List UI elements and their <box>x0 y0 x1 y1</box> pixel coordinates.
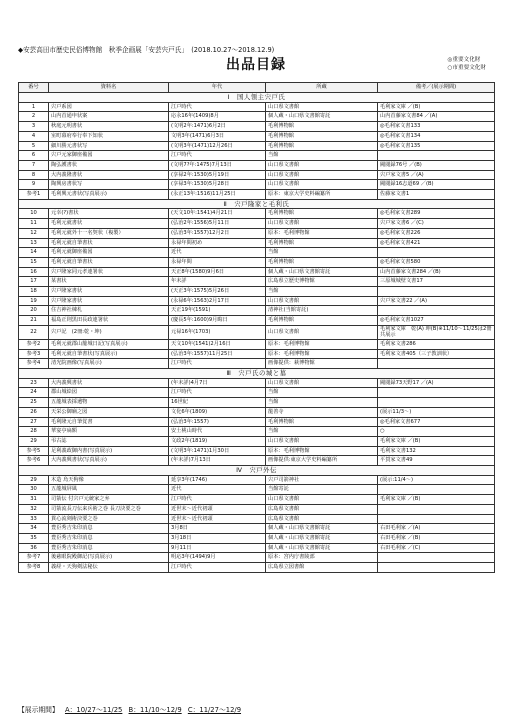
cell-date: 近世末～近代初頭 <box>169 504 266 514</box>
cell-date: 年未詳 <box>169 277 266 287</box>
cell-number: 参考2 <box>19 339 49 349</box>
cell-number: 1 <box>19 102 49 112</box>
cell-notes: 毛利家文庫 ／(B) <box>378 436 495 446</box>
cell-date: 16世紀 <box>169 398 266 408</box>
table-row <box>19 122 495 132</box>
cell-owner: 当館 <box>266 248 378 258</box>
cell-number: 16 <box>19 267 49 277</box>
period-c: C：11/27～12/9 <box>187 706 242 714</box>
cell-number: 32 <box>19 504 49 514</box>
cell-date: 江戸時代 <box>169 151 266 161</box>
cell-date: 江戸時代 <box>169 388 266 398</box>
cell-owner: 広島県文書館 <box>266 504 378 514</box>
legend <box>448 56 486 72</box>
cell-owner: 毛利博物館 <box>266 122 378 132</box>
cell-notes: ◎毛利家文書580 <box>378 257 495 267</box>
cell-name: 宍戸隆家書状 <box>49 296 169 306</box>
cell-notes: 三原城城壁文書17 <box>378 277 495 287</box>
cell-date: (永正13年:1516)11月25日 <box>169 190 266 200</box>
cell-date: 江戸時代 <box>169 563 266 573</box>
table-row <box>19 456 495 466</box>
cell-date: (文明2年:1471)6月2日 <box>169 122 266 132</box>
table-row <box>19 388 495 398</box>
table-row <box>19 170 495 180</box>
cell-date: 近世末～近代初頭 <box>169 514 266 524</box>
cell-notes <box>378 287 495 297</box>
cell-notes <box>378 398 495 408</box>
cell-date: 近代 <box>169 485 266 495</box>
cell-number: 36 <box>19 543 49 553</box>
cell-name: 大内義興書状 <box>49 378 169 388</box>
cell-name: 豊臣秀吉朱印消息 <box>49 533 169 543</box>
table-row <box>19 563 495 573</box>
cell-owner: 画像提供:東京大学史料編纂所 <box>266 456 378 466</box>
col-number: 番号 <box>19 83 49 93</box>
table-row <box>19 306 495 316</box>
cell-owner: 当館 <box>266 151 378 161</box>
cell-number: 23 <box>19 378 49 388</box>
cell-number: 3 <box>19 122 49 132</box>
table-row <box>19 475 495 485</box>
legend-important: ◎重要文化財 <box>447 57 481 63</box>
cell-date: (文明3年(1471)12月26日 <box>169 141 266 151</box>
cell-notes <box>378 151 495 161</box>
cell-name: 大内義隆書状 <box>49 170 169 180</box>
table-row <box>19 514 495 524</box>
cell-notes: ◎毛利家文書677 <box>378 417 495 427</box>
cell-owner: 山口県文書館 <box>266 436 378 446</box>
cell-owner: 広島県立図書館 <box>266 563 378 573</box>
cell-owner: 原本：宮内庁書陵部 <box>266 553 378 563</box>
cell-notes: 佐藤家文書1 <box>378 190 495 200</box>
cell-owner: 個人蔵・山口県文書館寄託 <box>266 524 378 534</box>
cell-notes: 閥閲録16志道69 ／(B) <box>378 180 495 190</box>
cell-date: (永禄6年:1563)2月17日 <box>169 296 266 306</box>
cell-name: 毛利元就自筆書状 <box>49 257 169 267</box>
cell-date: 延享3年(1746) <box>169 475 266 485</box>
table-row <box>19 277 495 287</box>
cell-number: 21 <box>19 316 49 326</box>
table-row <box>19 524 495 534</box>
cell-number: 4 <box>19 131 49 141</box>
cell-name: 宍戸隆家同元孝連署状 <box>49 267 169 277</box>
section-heading: Ⅱ 宍戸隆家と毛利氏 <box>19 199 495 209</box>
table-row <box>19 378 495 388</box>
period-a: A：10/27～11/25 <box>64 706 123 714</box>
exhibition-info: ◆安芸高田市歴史民俗博物館 秋季企画展「安芸宍戸氏」 (2018.10.27～2018.12.9) <box>18 46 275 54</box>
cell-date: (文明7?年:1475)7月13日 <box>169 160 266 170</box>
cell-owner: 個人蔵・山口県文書館寄託 <box>266 112 378 122</box>
section-heading-row <box>19 466 495 476</box>
table-row <box>19 359 495 369</box>
cell-date: (弘治2年:1556)5月11日 <box>169 219 266 229</box>
table-row <box>19 219 495 229</box>
cell-name: 豊臣秀吉朱印消息 <box>49 524 169 534</box>
table-row <box>19 248 495 258</box>
cell-notes: 閥閲録73天野17 ／(A) <box>378 378 495 388</box>
section-heading: Ⅲ 宍戸氏の城と墓 <box>19 368 495 378</box>
cell-number: 24 <box>19 388 49 398</box>
cell-name: 木造 烏天狗像 <box>49 475 169 485</box>
cell-number: 参考4 <box>19 359 49 369</box>
cell-name: 宍戸系図 <box>49 102 169 112</box>
cell-number: 参考3 <box>19 349 49 359</box>
cell-date: (文明3年:1471)1月30日 <box>169 446 266 456</box>
cell-date: 天正8年(1580)9月6日 <box>169 267 266 277</box>
cell-name: 陶興房書状写 <box>49 180 169 190</box>
table-row <box>19 398 495 408</box>
cell-name: 毛利元就郡山籠城日記(写真展示) <box>49 339 169 349</box>
cell-date: 3月18日 <box>169 533 266 543</box>
col-owner: 所蔵 <box>266 83 378 93</box>
cell-name: 宍戸元家御座備図 <box>49 151 169 161</box>
cell-name: 宍戸隆家書状 <box>49 287 169 297</box>
cell-date: 江戸時代 <box>169 359 266 369</box>
cell-owner: 当館 <box>266 398 378 408</box>
cell-name: 司箭流長刀伝来兵術之巻 長刀決要之巻 <box>49 504 169 514</box>
cell-number: 17 <box>19 277 49 287</box>
cell-owner: 山口県文書館 <box>266 160 378 170</box>
cell-owner: 毛利博物館 <box>266 131 378 141</box>
cell-number: 14 <box>19 248 49 258</box>
cell-number: 11 <box>19 219 49 229</box>
cell-date: 江戸時代 <box>169 495 266 505</box>
cell-date: 江戸時代 <box>169 102 266 112</box>
cell-number: 31 <box>19 495 49 505</box>
cell-owner: 広島県文書館 <box>266 514 378 524</box>
cell-number: 22 <box>19 325 49 339</box>
cell-owner: 山口県文書館 <box>266 219 378 229</box>
cell-number: 13 <box>19 238 49 248</box>
cell-name: 華宴亭扁額 <box>49 427 169 437</box>
cell-name: 後慈眼院殿御記(写真展示) <box>49 553 169 563</box>
cell-number: 参考5 <box>19 446 49 456</box>
cell-number: 参考1 <box>19 190 49 200</box>
table-row <box>19 238 495 248</box>
cell-date: (天文10年:1541)4月21日 <box>169 209 266 219</box>
cell-name: 豊臣秀吉朱印消息 <box>49 543 169 553</box>
cell-name: 毛利元就自筆書状(写真展示) <box>49 349 169 359</box>
cell-notes: 右田毛利家 ／(B) <box>378 533 495 543</box>
cell-number: 27 <box>19 417 49 427</box>
cell-notes: ◎毛利家文書226 <box>378 228 495 238</box>
cell-notes: 平賀家文書49 <box>378 456 495 466</box>
cell-name: 室町幕府奉行奉下知状 <box>49 131 169 141</box>
table-row <box>19 553 495 563</box>
cell-notes <box>378 388 495 398</box>
cell-number: 29 <box>19 475 49 485</box>
table-row <box>19 102 495 112</box>
cell-notes: 毛利家文書132 <box>378 446 495 456</box>
cell-notes <box>378 248 495 258</box>
table-row <box>19 160 495 170</box>
cell-notes: ◎毛利家文書1027 <box>378 316 495 326</box>
cell-date: 近代 <box>169 248 266 258</box>
cell-date: (弘治3年:1557)12月2日 <box>169 228 266 238</box>
table-row <box>19 257 495 267</box>
table-row <box>19 112 495 122</box>
cell-owner: 山口県文書館 <box>266 102 378 112</box>
cell-owner: 毛利博物館 <box>266 316 378 326</box>
cell-date: (弘治3年:1557)11月25日 <box>169 349 266 359</box>
cell-owner: 原本：毛利博物館 <box>266 349 378 359</box>
document-title: 出品目録 <box>226 57 286 73</box>
period-b: B：11/10～12/9 <box>128 706 182 714</box>
cell-date: 永禄年間 <box>169 257 266 267</box>
cell-number: 18 <box>19 287 49 297</box>
cell-name: 宍戸記 (2冊:乾・坤) <box>49 325 169 339</box>
cell-notes: ◎毛利家文書134 <box>378 131 495 141</box>
periods-label: 【展示期間】 <box>18 706 59 714</box>
cell-number: 29 <box>19 436 49 446</box>
cell-number: 10 <box>19 209 49 219</box>
cell-date: 天正19年(1591) <box>169 306 266 316</box>
cell-number: 30 <box>19 485 49 495</box>
cell-name: 弔古誌 <box>49 436 169 446</box>
cell-name: 住吉神社棟札 <box>49 306 169 316</box>
cell-name: 清光院画像(写真展示) <box>49 359 169 369</box>
cell-notes: (展示11/3～) <box>378 407 495 417</box>
table-row <box>19 533 495 543</box>
cell-name: 福島正則黒田長政連署状 <box>49 316 169 326</box>
cell-name: 義経・天狗剣法秘伝 <box>49 563 169 573</box>
table-row <box>19 417 495 427</box>
cell-number: 26 <box>19 407 49 417</box>
cell-name: 五龍城屏風 <box>49 485 169 495</box>
cell-number: 35 <box>19 533 49 543</box>
section-heading: Ⅰ 国人領主宍戸氏 <box>19 93 495 103</box>
exhibition-periods <box>18 704 494 714</box>
cell-date: 明応3年(1494)9月 <box>169 553 266 563</box>
cell-number: 34 <box>19 524 49 534</box>
col-name: 資料名 <box>49 83 169 93</box>
cell-date: 元禄16年(1703) <box>169 325 266 339</box>
cell-notes: 右田毛利家 ／(A) <box>378 524 495 534</box>
cell-notes: 毛利家文庫 ／(B) <box>378 495 495 505</box>
cell-owner: 画像提供：萩博物館 <box>266 359 378 369</box>
cell-date: (享禄3年:1530)5月28日 <box>169 180 266 190</box>
cell-date: 天文10年(1541)2月16日 <box>169 339 266 349</box>
cell-owner: 広島県立歴史博物館 <box>266 277 378 287</box>
cell-owner: 当館寄託 <box>266 485 378 495</box>
cell-notes: ◎毛利家文書135 <box>378 141 495 151</box>
cell-notes: 山内首藤家文書284 ／(B) <box>378 267 495 277</box>
cell-owner: 個人蔵・山口県文書館寄託 <box>266 267 378 277</box>
table-row <box>19 316 495 326</box>
table-row <box>19 325 495 339</box>
cell-date: 応永16年(1409)8月 <box>169 112 266 122</box>
cell-date: 文明3年(1471)6月3日 <box>169 131 266 141</box>
cell-owner: 山口県文書館 <box>266 495 378 505</box>
cell-date: 文化6年(1809) <box>169 407 266 417</box>
table-row <box>19 180 495 190</box>
col-notes: 備考／(展示期間) <box>378 83 495 93</box>
table-row <box>19 495 495 505</box>
section-heading: Ⅳ 宍戸外伝 <box>19 466 495 476</box>
cell-number: 33 <box>19 514 49 524</box>
cell-number: 2 <box>19 112 49 122</box>
table-row <box>19 349 495 359</box>
cell-date: 9月11日 <box>169 543 266 553</box>
cell-name: 細川勝元書状写 <box>49 141 169 151</box>
cell-owner: 毛利博物館 <box>266 141 378 151</box>
cell-notes: 閥閲録76号 ／(B) <box>378 160 495 170</box>
cell-number: 25 <box>19 398 49 408</box>
table-row <box>19 131 495 141</box>
table-row <box>19 267 495 277</box>
section-heading-row <box>19 368 495 378</box>
cell-owner: 原本：毛利博物館 <box>266 446 378 456</box>
cell-number: 参考7 <box>19 553 49 563</box>
cell-name: 五龍城表採遺物 <box>49 398 169 408</box>
table-row <box>19 339 495 349</box>
cell-owner: 龍善寺 <box>266 407 378 417</box>
cell-number: 20 <box>19 306 49 316</box>
cell-notes: 毛利家文庫 乾(A) 坤(B)※11/10～11/25は2冊共展示 <box>378 325 495 339</box>
cell-owner: 山口県文書館 <box>266 325 378 339</box>
cell-name: 山内首通申状案 <box>49 112 169 122</box>
table-body <box>19 93 495 573</box>
cell-notes: ◎毛利家文書421 <box>378 238 495 248</box>
cell-notes: 毛利家文書405（三子教訓状） <box>378 349 495 359</box>
cell-notes: 宍戸家文書5 ／(A) <box>378 170 495 180</box>
table-row <box>19 141 495 151</box>
cell-name: 毛利元就外十一名契状（複製） <box>49 228 169 238</box>
section-heading-row <box>19 93 495 103</box>
cell-date: 文政2年(1819) <box>169 436 266 446</box>
table-row <box>19 485 495 495</box>
cell-name: 足利義政御内書(写真展示) <box>49 446 169 456</box>
cell-date: (享禄2年:1530)5月19日 <box>169 170 266 180</box>
cell-name: 大内義興書状(写真展示) <box>49 456 169 466</box>
cell-number: 28 <box>19 427 49 437</box>
cell-number: 6 <box>19 151 49 161</box>
cell-name: 司箭伝 付宍戸元統家之弁 <box>49 495 169 505</box>
table-row <box>19 151 495 161</box>
cell-name: 陶弘護書状 <box>49 160 169 170</box>
cell-name: 毛利隆元自筆覚書 <box>49 417 169 427</box>
cell-date: (慶長5年:1600)9月晦日 <box>169 316 266 326</box>
cell-notes: 毛利家文庫 ／(B) <box>378 102 495 112</box>
cell-owner: 山口県文書館 <box>266 170 378 180</box>
cell-name: 元幸(?)書状 <box>49 209 169 219</box>
table-row <box>19 407 495 417</box>
table-row <box>19 296 495 306</box>
cell-number: 19 <box>19 296 49 306</box>
cell-notes: 宍戸家文書22 ／(A) <box>378 296 495 306</box>
cell-number: 5 <box>19 141 49 151</box>
cell-owner: 当館 <box>266 388 378 398</box>
cell-owner: 清神社(当館寄託) <box>266 306 378 316</box>
cell-owner: 毛利博物館 <box>266 417 378 427</box>
cell-number: 8 <box>19 170 49 180</box>
cell-notes: 右田毛利家 ／(C) <box>378 543 495 553</box>
cell-owner: 当館 <box>266 287 378 297</box>
cell-owner: 個人蔵・山口県文書館寄託 <box>266 533 378 543</box>
cell-owner: 宍戸司箭神社 <box>266 475 378 485</box>
cell-name: 秋庭元明書状 <box>49 122 169 132</box>
cell-number: 参考6 <box>19 456 49 466</box>
table-row <box>19 209 495 219</box>
table-row <box>19 287 495 297</box>
table-row <box>19 190 495 200</box>
cell-notes: 山内首藤家文書84 ／(A) <box>378 112 495 122</box>
cell-number: 9 <box>19 180 49 190</box>
cell-notes <box>378 514 495 524</box>
cell-name: 郡山城絵図 <box>49 388 169 398</box>
cell-notes: ◎毛利家文書133 <box>378 122 495 132</box>
section-heading-row <box>19 199 495 209</box>
cell-owner: 毛利博物館 <box>266 209 378 219</box>
cell-owner: 原本：東京大学史料編纂所 <box>266 190 378 200</box>
cell-notes <box>378 306 495 316</box>
catalog-table <box>18 82 495 573</box>
cell-notes <box>378 553 495 563</box>
cell-name: 天栄公御廟之図 <box>49 407 169 417</box>
cell-owner: 山口県文書館 <box>266 378 378 388</box>
cell-name: 毛利元就書状 <box>49 219 169 229</box>
cell-date: 3月8日 <box>169 524 266 534</box>
cell-notes: (展示:11/4～) <box>378 475 495 485</box>
cell-number: 参考8 <box>19 563 49 573</box>
cell-owner: 原本：毛利博物館 <box>266 228 378 238</box>
cell-owner: 山口県文書館 <box>266 296 378 306</box>
cell-owner: 個人蔵・山口県文書館寄託 <box>266 543 378 553</box>
cell-date: (弘治3年:1557) <box>169 417 266 427</box>
cell-owner: 当館 <box>266 427 378 437</box>
cell-notes <box>378 563 495 573</box>
cell-owner: 原本：毛利博物館 <box>266 339 378 349</box>
cell-notes: ◎毛利家文書289 <box>378 209 495 219</box>
cell-date: (天正3年:1575)5月26日 <box>169 287 266 297</box>
cell-number: 7 <box>19 160 49 170</box>
cell-notes <box>378 504 495 514</box>
cell-notes: 宍戸家文書6 ／(C) <box>378 219 495 229</box>
table-header-row <box>19 83 495 93</box>
cell-date: (年未詳)4月7日 <box>169 378 266 388</box>
cell-date: (年未詳)7月13日 <box>169 456 266 466</box>
cell-date: 永禄年間初め <box>169 238 266 248</box>
table-row <box>19 427 495 437</box>
table-row <box>19 446 495 456</box>
cell-number: 12 <box>19 228 49 238</box>
table-row <box>19 228 495 238</box>
cell-name: 毛利元就御座備図 <box>49 248 169 258</box>
cell-name: 毛利元就自筆書状 <box>49 238 169 248</box>
cell-owner: 毛利博物館 <box>266 257 378 267</box>
cell-name: 貫心流剣術決要之巻 <box>49 514 169 524</box>
col-date: 年代 <box>169 83 266 93</box>
table-row <box>19 504 495 514</box>
cell-name: 毛利興元書状(写真展示) <box>49 190 169 200</box>
cell-name: 某書状 <box>49 277 169 287</box>
table-row <box>19 543 495 553</box>
cell-owner: 山口県文書館 <box>266 180 378 190</box>
legend-city: ○市重要文化財 <box>447 65 486 71</box>
cell-number: 15 <box>19 257 49 267</box>
table-row <box>19 436 495 446</box>
cell-owner: 毛利博物館 <box>266 238 378 248</box>
cell-notes: ○ <box>378 427 495 437</box>
cell-notes <box>378 359 495 369</box>
cell-date: 安土桃山時代 <box>169 427 266 437</box>
cell-notes <box>378 485 495 495</box>
cell-notes: 毛利家文書286 <box>378 339 495 349</box>
